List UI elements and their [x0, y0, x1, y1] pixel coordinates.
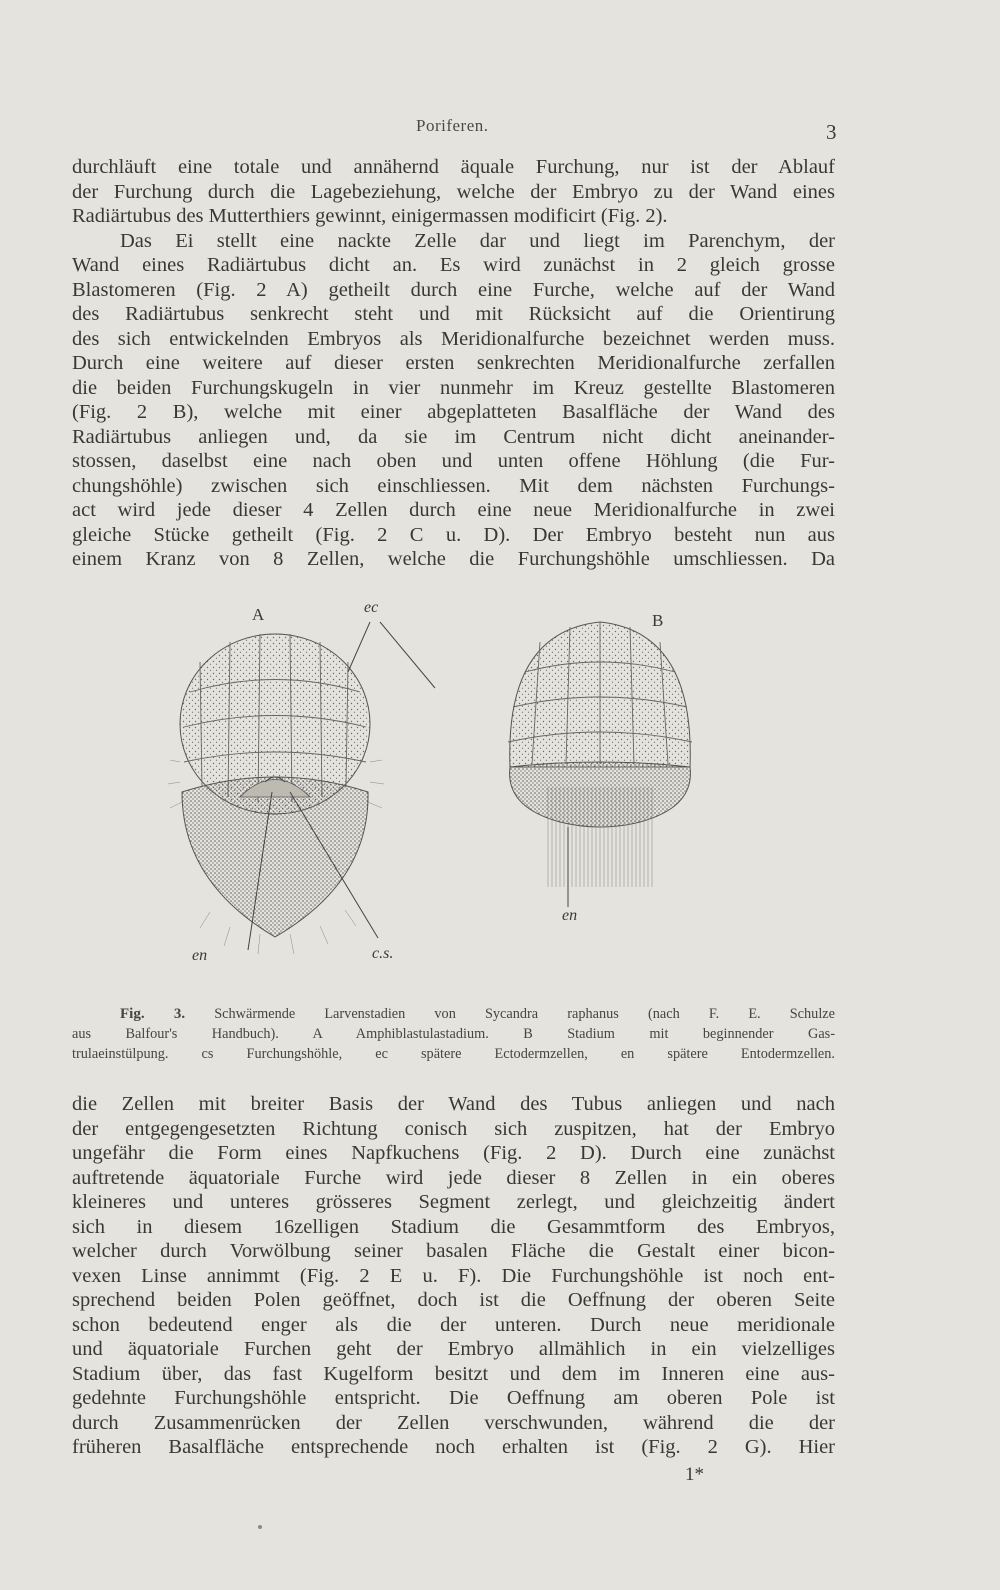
text-line: auftretende äquatoriale Furche wird jede dieser 8 Zellen in ein oberes	[72, 1166, 835, 1189]
text-line: und äquatoriale Furchen geht der Embryo allmählich in ein vielzelliges	[72, 1338, 835, 1360]
text-line: sprechend beiden Polen geöffnet, doch ist die Oeffnung der oberen Seite	[72, 1289, 835, 1311]
label-cs: c.s.	[372, 945, 394, 962]
figure-caption	[72, 1004, 835, 1064]
text-line: kleineres und unteres grösseres Segment zerlegt, und gleichzeitig ändert	[72, 1191, 835, 1213]
larva-b-drawing	[380, 622, 692, 907]
text-line: Durch eine weitere auf dieser ersten senkrechten Meridionalfurche zerfallen	[72, 352, 835, 374]
text-line: gleiche Stücke getheilt (Fig. 2 C u. D). Der Embryo besteht nun aus	[72, 523, 835, 546]
running-head	[0, 116, 1000, 142]
signature-mark: 1*	[685, 1464, 704, 1485]
larva-a-drawing	[168, 622, 384, 954]
label-a: A	[252, 605, 265, 624]
text-line: einem Kranz von 8 Zellen, welche die Furchungshöhle umschliessen. Da	[72, 548, 835, 570]
caption-line	[72, 1004, 835, 1024]
text-line: act wird jede dieser 4 Zellen durch eine neue Meridionalfurche in zwei	[72, 499, 835, 521]
running-title: Poriferen.	[416, 116, 489, 135]
text-line: der Furchung durch die Lagebeziehung, welche der Embryo zu der Wand eines	[72, 180, 835, 203]
text-line: (Fig. 2 B), welche mit einer abgeplatteten Basalfläche der Wand des	[72, 401, 835, 423]
text-line: Stadium über, das fast Kugelform besitzt und dem im Inneren eine aus-	[72, 1362, 835, 1385]
page-number: 3	[826, 120, 837, 144]
text-line: Das Ei stellt eine nackte Zelle dar und liegt im Parenchym, der	[120, 229, 835, 252]
text-line: Radiärtubus des Mutterthiers gewinnt, einigermassen modificirt (Fig. 2).	[72, 205, 668, 227]
text-line: Radiärtubus anliegen und, da sie im Centrum nicht dicht aneinander-	[72, 425, 835, 448]
text-line: durch Zusammenrücken der Zellen verschwunden, während die der	[72, 1411, 835, 1434]
text-line: sich in diesem 16zelligen Stadium die Gesammtform des Embryos,	[72, 1215, 835, 1238]
larva-illustration	[170, 599, 850, 982]
caption-fig-label: Fig. 3.	[120, 1006, 186, 1022]
caption-line: trulaeinstülpung. cs Furchungshöhle, ec spätere Ectodermzellen, en spätere Entodermzellen.	[72, 1046, 835, 1062]
text-line: vexen Linse annimmt (Fig. 2 E u. F). Die Furchungshöhle ist noch ent-	[72, 1264, 835, 1287]
ink-speck	[258, 1525, 262, 1529]
text-line: stossen, daselbst eine nach oben und unten offene Höhlung (die Fur-	[72, 450, 835, 472]
text-line: die Zellen mit breiter Basis der Wand des Tubus anliegen und nach	[72, 1093, 835, 1115]
paragraph-top	[72, 155, 835, 572]
text-line: der entgegengesetzten Richtung conisch sich zuspitzen, hat der Embryo	[72, 1117, 835, 1140]
text-line: Wand eines Radiärtubus dicht an. Es wird zunächst in 2 gleich grosse	[72, 254, 835, 276]
text-line: gedehnte Furchungshöhle entspricht. Die Oeffnung am oberen Pole ist	[72, 1387, 835, 1409]
text-line: welcher durch Vorwölbung seiner basalen Fläche die Gestalt einer bicon-	[72, 1240, 835, 1262]
text-line: durchläuft eine totale und annähernd äquale Furchung, nur ist der Ablauf	[72, 156, 835, 178]
text-line: schon bedeutend enger als die der unteren. Durch neue meridionale	[72, 1313, 835, 1336]
label-b: B	[652, 611, 664, 630]
text-line: ungefähr die Form eines Napfkuchens (Fig. 2 D). Durch eine zunächst	[72, 1142, 835, 1164]
text-line: früheren Basalfläche entsprechende noch erhalten ist (Fig. 2 G). Hier	[72, 1436, 835, 1458]
text-line: des sich entwickelnden Embryos als Meridionalfurche bezeichnet werden muss.	[72, 327, 835, 350]
text-line: chungshöhle) zwischen sich einschliessen. Mit dem nächsten Furchungs-	[72, 474, 835, 497]
caption-text: Schwärmende Larvenstadien von Sycandra raphanus (nach F. E. Schulze	[214, 1006, 835, 1022]
paragraph-bottom	[72, 1092, 835, 1460]
text-line: die beiden Furchungskugeln in vier nunmehr im Kreuz gestellte Blastomeren	[72, 376, 835, 399]
label-ec: ec	[364, 599, 379, 616]
text-line: Blastomeren (Fig. 2 A) getheilt durch eine Furche, welche auf der Wand	[72, 278, 835, 301]
label-en-left: en	[192, 947, 208, 964]
text-line: des Radiärtubus senkrecht steht und mit Rücksicht auf die Orientirung	[72, 303, 835, 325]
caption-line: aus Balfour's Handbuch). A Amphiblastulastadium. B Stadium mit beginnender Gas-	[72, 1026, 835, 1042]
label-en-right: en	[562, 907, 578, 924]
